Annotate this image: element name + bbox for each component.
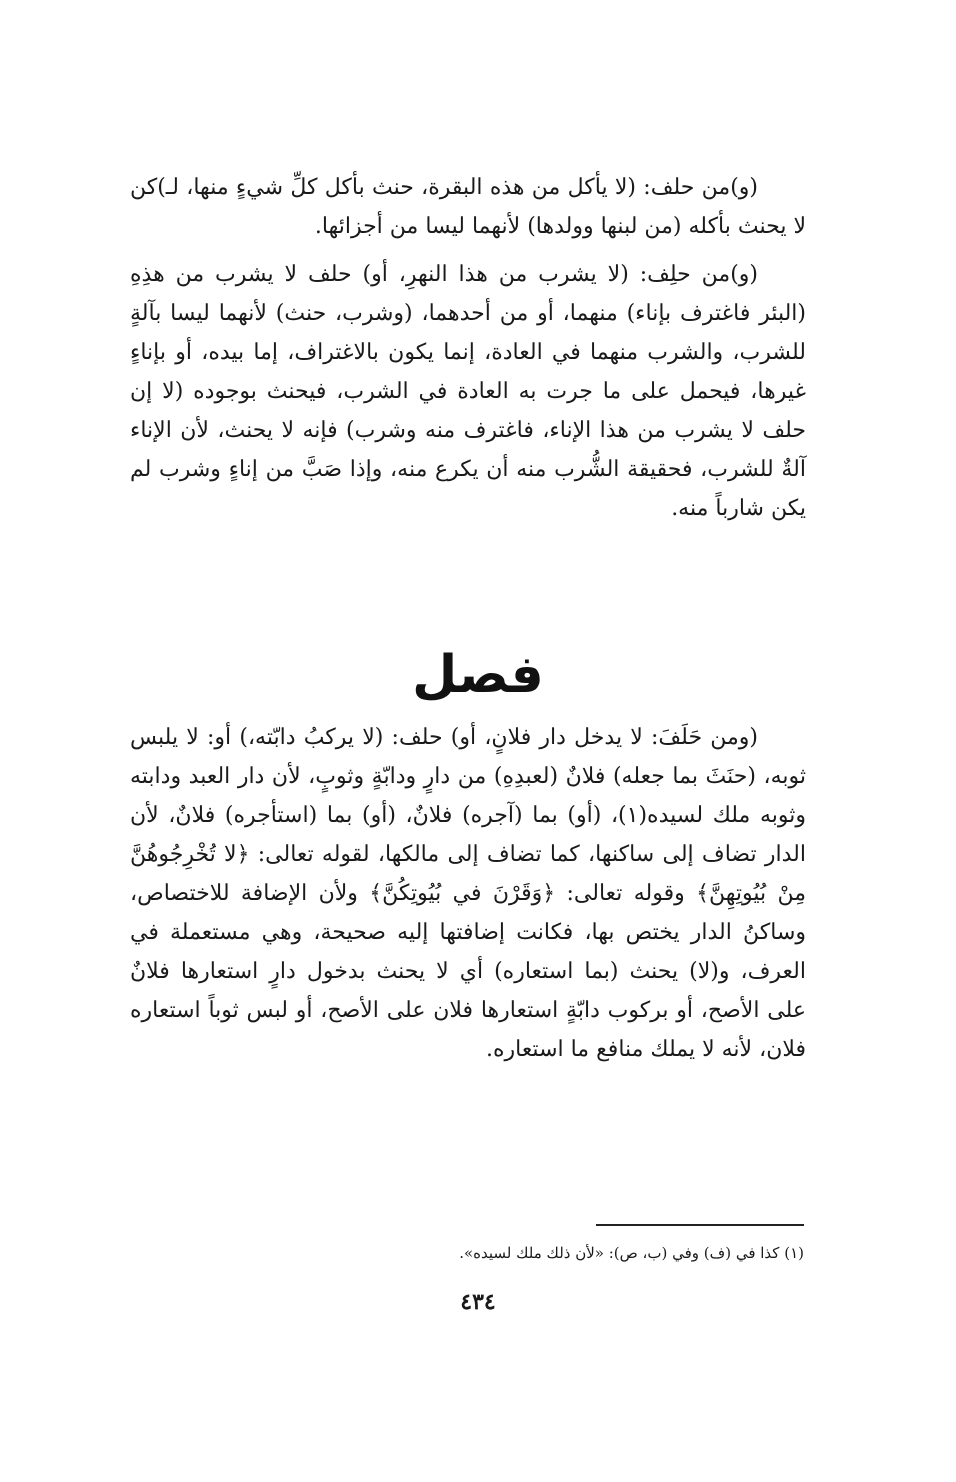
page-number: ٤٣٤ xyxy=(460,1289,496,1315)
paragraph-text: (و)من حلِف: (لا يشرب من هذا النهرِ، أو) حلف لا يشرب من هذِهِ (البئر فاغترف بإناء) منهما، أو من أحدهما، (وشرب، حنث) لأنهما ليسا بآلةٍ للشرب، والشرب منهما في العادة، إنما يكون بالاغتراف، إما بيده، أو بإناءٍ غيرها، فيحمل على ما جرت به العادة في الشرب، فيحنث بوجوده (لا إن حلف لا يشرب من هذا الإناء، فاغترف منه وشرب) فإنه لا يحنث، لأن الإناء آلةٌ للشرب، فحقيقة الشُّرب منه أن يكرع منه، وإذا صَبَّ من إناءٍ وشرب لم يكن شارباً منه. xyxy=(130,262,806,521)
footnote-divider xyxy=(596,1224,804,1226)
paragraph-oath-river xyxy=(130,255,806,528)
section-heading: فصل xyxy=(412,645,544,705)
footnote: (١) كذا في (ف) وفي (ب، ص): «لأن ذلك ملك لسيده». xyxy=(459,1244,804,1262)
paragraph-oath-cow xyxy=(130,168,806,246)
paragraph-oath-house xyxy=(130,718,806,1069)
paragraph-text: (و)من حلف: (لا يأكل من هذه البقرة، حنث بأكل كلِّ شيءٍ منها، لـ)كن لا يحنث بأكله (من لبنها وولدها) لأنهما ليسا من أجزائها. xyxy=(130,175,806,239)
paragraph-text: (ومن حَلَفَ: لا يدخل دار فلانٍ، أو) حلف: (لا يركبُ دابّته،) أو: لا يلبس ثوبه، (حنَثَ بما جعله) فلانٌ (لعبدِهِ) من دارٍ ودابّةٍ وثوبٍ، لأن دار العبد ودابته وثوبه ملك لسيده(١)، (أو) بما (آجره) فلانٌ، (أو) بما (استأجره) فلانٌ، لأن الدار تضاف إلى ساكنها، كما تضاف إلى مالكها، لقوله تعالى: ﴿لا تُخْرِجُوهُنَّ مِنْ بُيُوتِهِنَّ﴾ وقوله تعالى: ﴿وَقَرْنَ في بُيُوتِكُنَّ﴾ ولأن الإضافة للاختصاص، وساكنُ الدار يختص بها، فكانت إضافتها إليه صحيحة، وهي مستعملة في العرف، و(لا) يحنث (بما استعاره) أي لا يحنث بدخول دارٍ استعارها فلانٌ على الأصح، أو بركوب دابّةٍ استعارها فلان على الأصح، أو لبس ثوباً استعاره فلان، لأنه لا يملك منافع ما استعاره. xyxy=(130,725,806,1062)
